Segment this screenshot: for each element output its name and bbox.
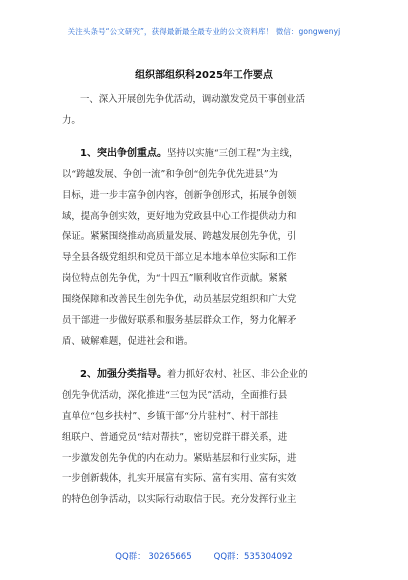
- text-line: 组联户、普通党员“结对帮扶”，密切党群干群关系，进: [62, 431, 288, 443]
- text-line: 着力抓好农村、社区、非公企业的: [166, 368, 308, 380]
- text-line: 岗位特点创先争优，为“十四五”顺利收官作贡献。紧紧: [62, 273, 288, 285]
- item-lead: 2、加强分类指导。: [80, 368, 167, 380]
- item-lead: 1、突出争创重点。: [80, 147, 167, 159]
- paragraph-item-2: [62, 365, 346, 511]
- text-line: 创先争优活动，深化推进“三包为民”活动，全面推行县: [62, 389, 288, 401]
- text-line: 导全县各级党组织和党员干部立足本地本单位实际和工作: [62, 252, 297, 264]
- document-title: 组织部组织科2025年工作要点: [135, 70, 273, 81]
- text-line: 保证。紧紧围绕推动高质量发展、跨越发展创先争优，引: [62, 231, 297, 243]
- text-line: 一、深入开展创先争优活动，调动激发党员干事创业活: [80, 94, 306, 105]
- text-line: 直单位“包乡扶村”、乡镇干部“分片驻村”、村干部挂: [62, 410, 279, 422]
- text-line: 坚持以实施“三创工程”为主线，: [166, 147, 299, 159]
- text-line: 目标，进一步丰富争创内容，创新争创形式，拓展争创领: [62, 189, 297, 201]
- footer-qq-2: QQ群：535304092: [213, 552, 293, 562]
- document-body: [62, 90, 346, 511]
- text-line: 力。: [62, 114, 81, 126]
- footer-qq-1: QQ群： 30265665: [115, 552, 192, 562]
- top-banner: 关注头条号“公文研究”，获得最新最全最专业的公文资料库！ 微信：gongwenyj: [67, 27, 341, 36]
- text-line: 一步创新载体，扎实开展富有实际、富有实用、富有实效: [62, 473, 297, 485]
- text-line: 盾、破解难题，促进社会和谐。: [62, 335, 194, 347]
- paragraph-item-1: [62, 144, 346, 353]
- text-line: 的特色创争活动，以实际行动取信于民。充分发挥行业主: [62, 494, 297, 506]
- text-line: 员干部进一步做好联系和服务基层群众工作，努力化解矛: [62, 315, 297, 327]
- text-line: 围绕保障和改善民生创先争优，动员基层党组织和广大党: [62, 294, 297, 306]
- text-line: 域，提高争创实效，更好地为党政县中心工作提供动力和: [62, 210, 297, 222]
- text-line: 以“跨越发展、争创一流”和争创“创先争优先进县”为: [62, 168, 279, 180]
- text-line: 一步激发创先争优的内在动力。紧贴基层和行业实际，进: [62, 452, 297, 464]
- section-heading-1: [62, 90, 346, 132]
- footer-contact: [0, 550, 408, 562]
